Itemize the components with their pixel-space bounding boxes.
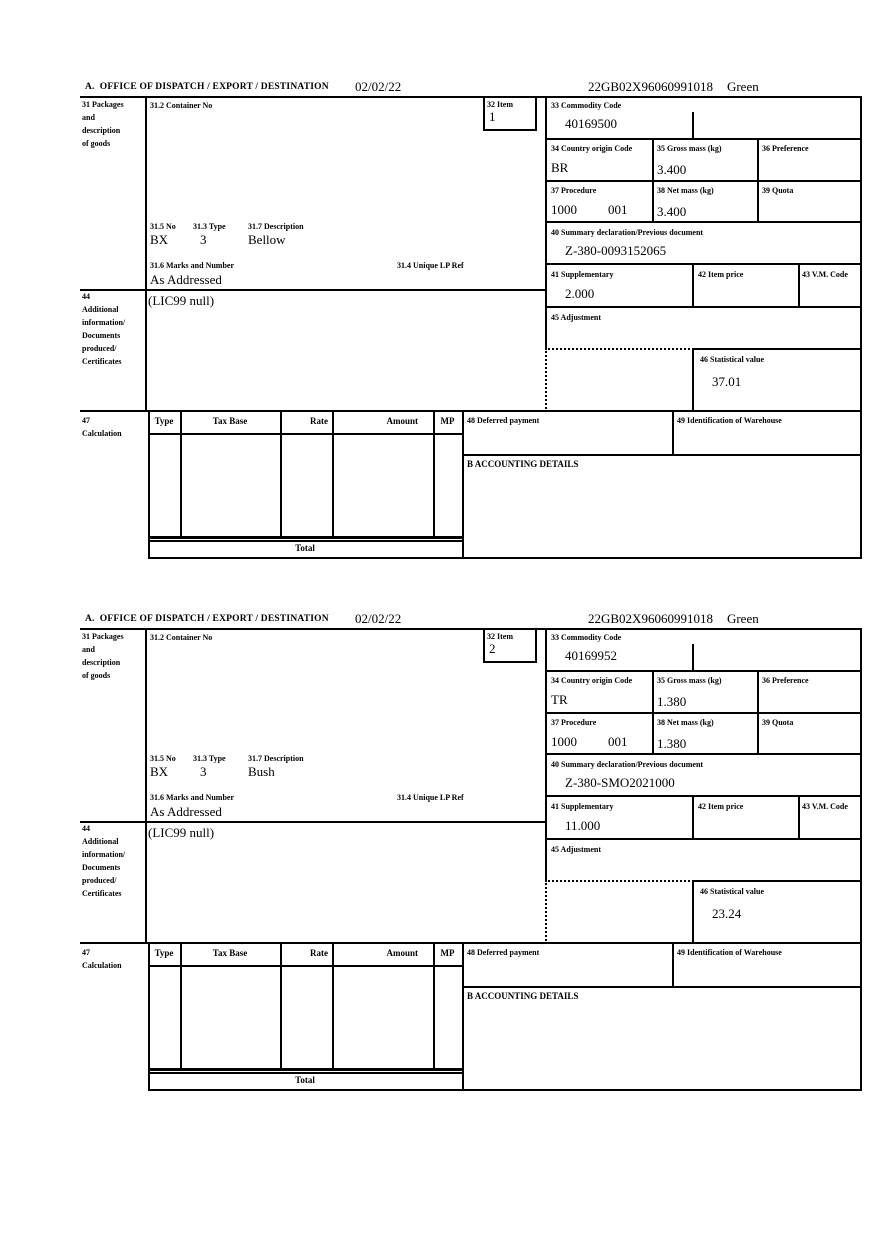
net-mass-value: 3.400 [657,204,687,219]
calc-col-taxbase-header: Tax Base [212,948,248,958]
additional-info-value: (LIC99 null) [148,825,215,840]
deferred-payment-label: 48 Deferred payment [467,948,540,957]
grid-line [483,661,537,663]
grid-line [545,180,860,182]
net-mass-value: 1.380 [657,736,687,751]
grid-line [148,536,462,539]
package-type-value: 3 [200,232,207,247]
additional-info-value: (LIC99 null) [148,293,215,308]
box44-label: information/ [82,850,126,859]
marks-label: 31.6 Marks and Number [150,261,235,270]
grid-line [545,221,860,223]
procedure-value: 1000 [551,202,577,217]
grid-line [148,965,462,967]
supplementary-label: 41 Supplementary [551,802,614,811]
grid-line [692,263,694,308]
box44-label: 44 [82,824,90,833]
package-description-value: Bellow [248,232,286,247]
quota-label: 39 Quota [762,718,794,727]
grid-line [545,753,860,755]
office-of-dispatch-header: A. OFFICE OF DISPATCH / EXPORT / DESTINATION [85,82,329,92]
statistical-value: 37.01 [712,374,742,389]
procedure-label: 37 Procedure [551,186,597,195]
unique-lp-ref-label: 31.4 Unique LP Ref [397,793,464,802]
grid-line [462,942,464,1091]
grid-line [80,96,860,98]
calc-col-amount-header: Amount [386,416,418,426]
grid-line [692,348,694,412]
box44-label: Documents [82,331,121,340]
grid-line [545,306,860,308]
grid-line [692,795,694,840]
package-type-value: 3 [200,764,207,779]
gross-mass-label: 35 Gross mass (kg) [657,144,722,153]
calc-col-rate-header: Rate [310,416,328,426]
mrn-number: 22GB02X96060991018 [588,611,713,626]
grid-line [332,412,334,538]
grid-line [145,96,147,412]
item-number-value: 2 [489,641,496,656]
package-description-label: 31.7 Description [248,754,304,763]
box31-label: 31 Packages [82,100,124,109]
grid-line [148,1072,462,1074]
commodity-code-separator [692,644,694,672]
country-origin-value: BR [551,160,569,175]
dotted-grid-line [545,880,694,882]
accounting-details-label: B ACCOUNTING DETAILS [467,459,579,469]
grid-line [545,138,860,140]
procedure-value: 1000 [551,734,577,749]
box44-label: information/ [82,318,126,327]
deferred-payment-label: 48 Deferred payment [467,416,540,425]
box31-label: and [82,113,95,122]
grid-line [798,795,800,840]
vm-code-label: 43 V.M. Code [802,802,848,811]
previous-document-value: Z-380-SMO2021000 [565,775,675,790]
grid-line [545,838,860,840]
grid-line [798,263,800,308]
supplementary-value: 2.000 [565,286,595,301]
warehouse-id-label: 49 Identification of Warehouse [677,416,782,425]
box47-label: Calculation [82,429,122,438]
grid-line [148,433,462,435]
box44-label: Certificates [82,357,122,366]
dotted-grid-line [545,348,694,350]
procedure-value-2: 001 [608,202,628,217]
package-description-value: Bush [248,764,275,779]
commodity-code-value: 40169952 [565,648,617,663]
warehouse-id-label: 49 Identification of Warehouse [677,948,782,957]
vm-code-label: 43 V.M. Code [802,270,848,279]
box47-label: 47 [82,948,90,957]
box31-label: of goods [82,139,111,148]
container-no-label: 31.2 Container No [150,101,213,110]
grid-line [692,880,860,882]
grid-line [757,138,759,223]
grid-line [483,96,485,131]
grid-line [545,96,547,350]
item-1-section [0,78,882,560]
grid-line [545,628,547,882]
procedure-label: 37 Procedure [551,718,597,727]
calc-col-mp-header: MP [440,416,455,426]
grid-line [535,628,537,663]
summary-declaration-label: 40 Summary declaration/Previous document [551,760,704,769]
grid-line [672,412,674,456]
box47-label: Calculation [82,961,122,970]
commodity-code-separator [692,112,694,140]
preference-label: 36 Preference [762,144,809,153]
box44-label: Additional [82,837,119,846]
declaration-reference [588,79,759,95]
grid-line [148,410,150,559]
dotted-grid-line [545,348,547,412]
package-no-value: BX [150,764,169,779]
box47-label: 47 [82,416,90,425]
net-mass-label: 38 Net mass (kg) [657,718,714,727]
grid-line [652,138,654,223]
mrn-number: 22GB02X96060991018 [588,79,713,94]
box44-label: produced/ [82,344,117,353]
commodity-code-label: 33 Commodity Code [551,101,622,110]
grid-line [148,540,462,542]
grid-line [280,412,282,538]
item-number-value: 1 [489,109,496,124]
grid-line [462,454,860,456]
box44-label: 44 [82,292,90,301]
grid-line [692,348,860,350]
box44-label: Documents [82,863,121,872]
item-price-label: 42 Item price [698,270,744,279]
grid-line [462,410,464,559]
routing-indicator: Green [726,611,759,626]
marks-value: As Addressed [150,804,222,819]
commodity-code-value: 40169500 [565,116,617,131]
adjustment-label: 45 Adjustment [551,313,602,322]
grid-line [80,942,860,944]
declaration-reference [588,611,759,627]
grid-line [145,628,147,944]
grid-line [545,670,860,672]
box31-label: of goods [82,671,111,680]
calc-col-type-header: Type [154,416,174,426]
calc-col-mp-header: MP [440,948,455,958]
grid-line [332,944,334,1070]
grid-line [148,942,150,1091]
package-type-label: 31.3 Type [193,222,226,231]
marks-value: As Addressed [150,272,222,287]
grid-line [433,944,435,1070]
calc-col-taxbase-header: Tax Base [212,416,248,426]
grid-line [80,410,860,412]
grid-line [462,986,860,988]
country-origin-label: 34 Country origin Code [551,144,633,153]
grid-line [535,96,537,131]
dotted-grid-line [545,880,547,944]
calc-col-type-header: Type [154,948,174,958]
grid-line [483,628,485,663]
item-number-label: 32 Item [487,632,513,641]
total-label: Total [295,1075,315,1085]
grid-line [692,880,694,944]
box31-label: and [82,645,95,654]
supplementary-value: 11.000 [565,818,601,833]
grid-line [80,289,547,291]
box31-label: description [82,126,121,135]
grid-line [433,412,435,538]
package-no-label: 31.5 No [150,754,176,763]
package-description-label: 31.7 Description [248,222,304,231]
grid-line [80,628,860,630]
routing-indicator: Green [726,79,759,94]
package-type-label: 31.3 Type [193,754,226,763]
procedure-value-2: 001 [608,734,628,749]
declaration-date: 02/02/22 [355,79,402,94]
box31-label: description [82,658,121,667]
grid-line [545,795,860,797]
statistical-value-label: 46 Statistical value [700,887,764,896]
container-no-label: 31.2 Container No [150,633,213,642]
supplementary-label: 41 Supplementary [551,270,614,279]
grid-line [672,944,674,988]
country-origin-label: 34 Country origin Code [551,676,633,685]
grid-line [180,944,182,1070]
declaration-date: 02/02/22 [355,611,402,626]
grid-line [80,821,547,823]
office-of-dispatch-header: A. OFFICE OF DISPATCH / EXPORT / DESTINATION [85,614,329,624]
accounting-details-label: B ACCOUNTING DETAILS [467,991,579,1001]
calc-col-amount-header: Amount [386,948,418,958]
item-2-section [0,610,882,1092]
net-mass-label: 38 Net mass (kg) [657,186,714,195]
item-number-label: 32 Item [487,100,513,109]
package-no-label: 31.5 No [150,222,176,231]
package-no-value: BX [150,232,169,247]
grid-line [280,944,282,1070]
grid-line [860,628,862,1091]
gross-mass-label: 35 Gross mass (kg) [657,676,722,685]
adjustment-label: 45 Adjustment [551,845,602,854]
preference-label: 36 Preference [762,676,809,685]
grid-line [148,1089,860,1091]
grid-line [757,670,759,755]
country-origin-value: TR [551,692,568,707]
gross-mass-value: 3.400 [657,162,687,177]
quota-label: 39 Quota [762,186,794,195]
unique-lp-ref-label: 31.4 Unique LP Ref [397,261,464,270]
calc-col-rate-header: Rate [310,948,328,958]
box44-label: produced/ [82,876,117,885]
statistical-value: 23.24 [712,906,742,921]
grid-line [860,96,862,559]
box44-label: Additional [82,305,119,314]
summary-declaration-label: 40 Summary declaration/Previous document [551,228,704,237]
item-price-label: 42 Item price [698,802,744,811]
grid-line [180,412,182,538]
total-label: Total [295,543,315,553]
gross-mass-value: 1.380 [657,694,687,709]
grid-line [545,712,860,714]
grid-line [148,1068,462,1071]
box31-label: 31 Packages [82,632,124,641]
previous-document-value: Z-380-0093152065 [565,243,667,258]
statistical-value-label: 46 Statistical value [700,355,764,364]
grid-line [652,670,654,755]
commodity-code-label: 33 Commodity Code [551,633,622,642]
grid-line [483,129,537,131]
grid-line [148,557,860,559]
grid-line [545,263,860,265]
marks-label: 31.6 Marks and Number [150,793,235,802]
box44-label: Certificates [82,889,122,898]
